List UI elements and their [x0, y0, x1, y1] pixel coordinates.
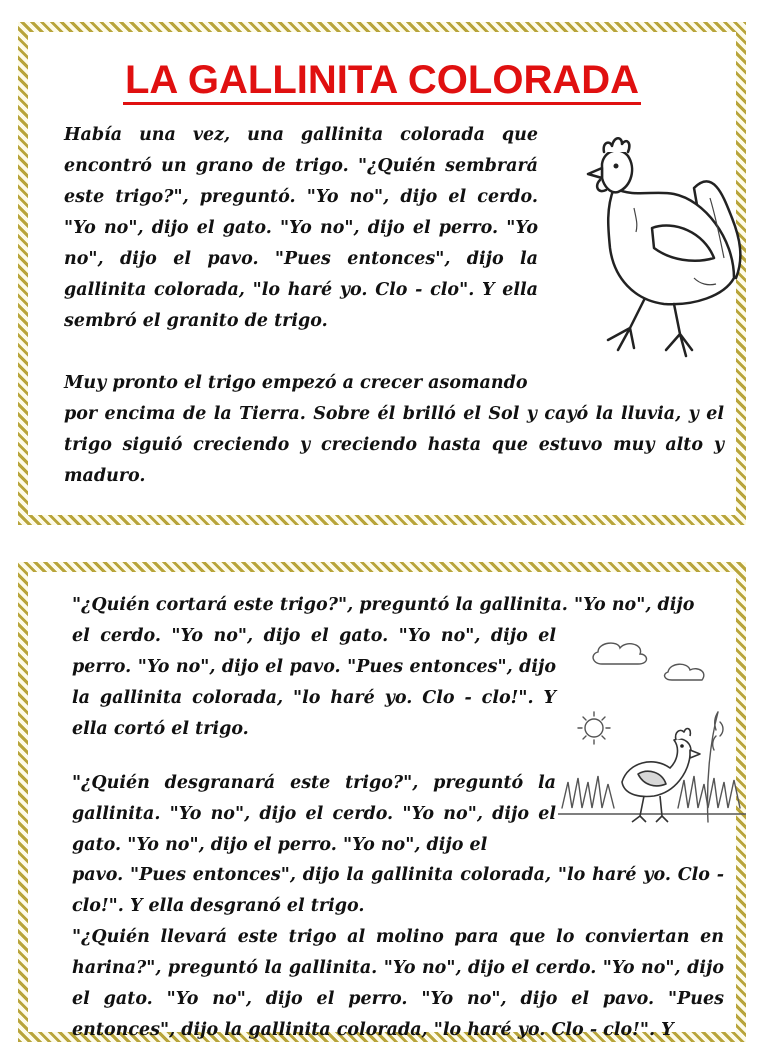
story-paragraph-4: "¿Quién desgranará este trigo?", preguntó la gallinita. "Yo no", dijo el cerdo. "Yo no", dijo el gato. "Yo no", dijo el perro. "Yo no", dijo el [72, 773, 556, 855]
page-title [28, 58, 736, 102]
hen-in-field-illustration [558, 632, 746, 842]
story-paragraph-2-rest: por encima de la Tierra. Sobre él brilló el Sol y cayó la lluvia, y el trigo siguió creciendo y creciendo hasta que estuvo muy alto y maduro. [64, 404, 724, 486]
story-paragraph-2 [64, 368, 724, 492]
story-card-2 [18, 562, 746, 1042]
story-paragraph-2-line1: Muy pronto el trigo empezó a crecer asomando [64, 373, 528, 393]
story-paragraph-1: Había una vez, una gallinita colorada que encontró un grano de trigo. "¿Quién sembrará este trigo?", preguntó. "Yo no", dijo el cerdo. "Yo no", dijo el gato. "Yo no", dijo el perro. "Yo no", dijo el pavo. "Pues entonces", dijo la gallinita colorada, "lo haré yo. Clo - clo". Y ella sembró el granito de trigo. [64, 125, 538, 331]
story-card-1 [18, 22, 746, 525]
story-paragraph-5: "¿Quién llevará este trigo al molino para que lo conviertan en harina?", preguntó la gallinita. "Yo no", dijo el cerdo. "Yo no", dijo el gato. "Yo no", dijo el perro. "Yo no", dijo el pavo. "Pues entonces", dijo la gallinita colorada, "lo haré yo. Clo - clo!". Y [72, 927, 724, 1040]
hen-illustration [574, 128, 750, 360]
story-paragraph-3-rest: el cerdo. "Yo no", dijo el gato. "Yo no", dijo el perro. "Yo no", dijo el pavo. "Pues entonces", dijo la gallinita colorada, "lo haré yo. Clo - clo!". Y ella cortó el trigo. [72, 626, 556, 739]
story-paragraph-3-line1: "¿Quién cortará este trigo?", preguntó la gallinita. "Yo no", dijo [72, 595, 695, 615]
story-paragraph-4-continued: pavo. "Pues entonces", dijo la gallinita colorada, "lo haré yo. Clo - clo!". Y ella desgranó el trigo. [72, 865, 724, 916]
page-title-text: LA GALLINITA COLORADA [123, 58, 641, 105]
